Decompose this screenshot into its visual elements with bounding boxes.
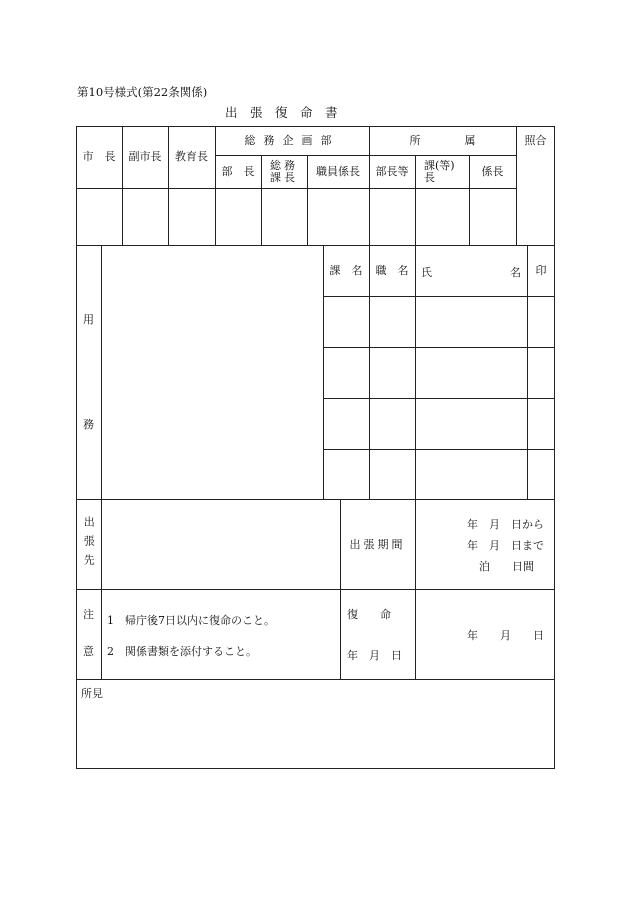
superintendent-header: 教育長	[175, 150, 208, 164]
aff-dept-head-header: 部長等	[375, 164, 409, 178]
period-start-date: 年 月 日から	[467, 518, 544, 531]
section-name-header: 課 名	[329, 263, 363, 277]
note-item-2: 2 関係書類を添付すること。	[107, 645, 257, 658]
deputy-mayor-header: 副市長	[128, 150, 162, 164]
period-nights-days: 泊 日間	[479, 560, 534, 573]
seal-header: 印	[535, 263, 547, 277]
period-end-date: 年 月 日まで	[467, 539, 544, 552]
staff-section-chief-header: 職員係長	[316, 164, 360, 178]
notes-label-char-2: 意	[83, 645, 94, 659]
duty-label-char-1: 用	[83, 313, 94, 327]
trip-period-label: 出張期間	[349, 537, 406, 551]
dept-group-header: 総務企画部	[244, 133, 340, 147]
name-header-right: 名	[510, 266, 521, 279]
note-item-1: 1 帰庁後7日以内に復命のこと。	[107, 614, 275, 627]
general-affairs-chief-header: 総務課長	[270, 158, 298, 184]
duty-label-char-2: 務	[83, 418, 94, 432]
return-report-date: 年 月 日	[347, 649, 402, 662]
opinion-section	[76, 679, 555, 769]
return-report-label: 復 命	[347, 608, 391, 621]
notes-date: 年 月 日	[467, 629, 544, 642]
verification-header: 照合	[524, 133, 547, 147]
form-number-label: 第10号様式(第22条関係)	[77, 85, 208, 99]
position-header: 職 名	[375, 263, 409, 277]
destination-label: 出張先	[82, 516, 96, 573]
mayor-header: 市 長	[82, 150, 116, 164]
aff-unit-chief-header: 係長	[481, 164, 504, 178]
affiliation-header: 所 属	[409, 133, 476, 147]
dept-head-header: 部 長	[221, 164, 255, 178]
notes-label-char-1: 注	[83, 608, 94, 622]
name-header-left: 氏	[421, 266, 432, 279]
document-title: 出 張 復 命 書	[225, 105, 338, 120]
duty-section	[76, 245, 555, 500]
aff-section-chief-header: 課(等)長	[424, 158, 455, 184]
opinion-label: 所見	[81, 687, 103, 700]
